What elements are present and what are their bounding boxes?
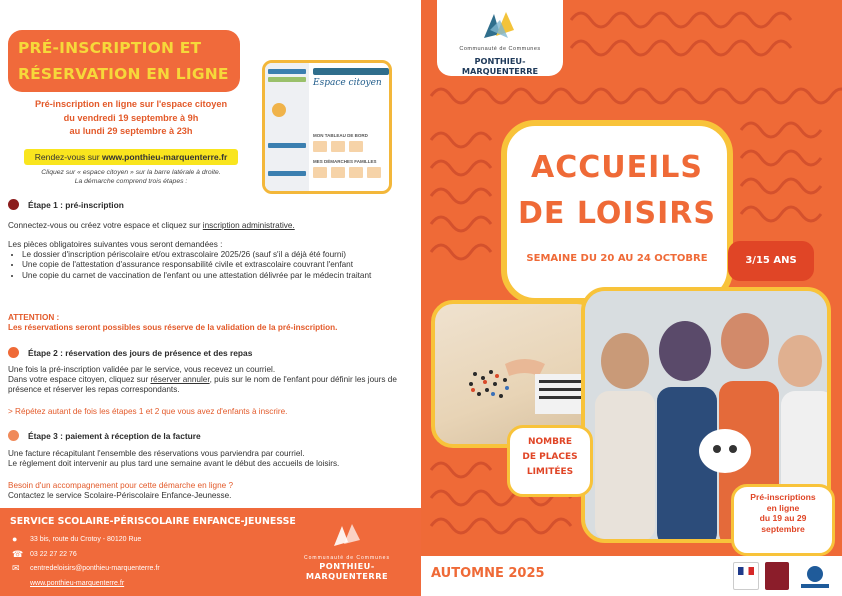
contact-address: 33 bis, route du Crotoy - 80120 Rue xyxy=(30,536,142,543)
cc-logo-box xyxy=(437,0,563,76)
caf-emblem-icon xyxy=(795,562,835,590)
cc-logo-big: PONTHIEU-MARQUENTERRE xyxy=(305,561,389,581)
rendez-vous-banner xyxy=(24,149,238,165)
mock-header: Espace citoyen xyxy=(313,78,382,88)
step1-line1 xyxy=(8,221,406,231)
title-line2: RÉSERVATION EN LIGNE xyxy=(18,65,229,83)
cc-logo-small: Communauté de Communes xyxy=(459,46,541,52)
preinfo-line2: du vendredi 19 septembre à 9h xyxy=(63,112,199,123)
list-item: • Une copie du carnet de vaccination de l'enfant ou une attestation délivrée par le médecin traitant xyxy=(22,271,406,281)
rdv-prefix: Rendez-vous sur xyxy=(34,152,100,162)
step2-bullet-icon xyxy=(8,347,19,358)
attention-title: ATTENTION : xyxy=(8,313,60,322)
click-instructions xyxy=(0,168,262,186)
attention-block xyxy=(8,313,406,333)
step3-title: Étape 3 : paiement à réception de la facture xyxy=(28,431,201,441)
places-line1: NOMBRE xyxy=(527,437,573,447)
republique-francaise-logo-icon xyxy=(733,562,759,590)
list-item: • Une copie de l'attestation d'assurance responsabilité civile et extrascolaire couvrant l'enfant xyxy=(22,260,406,270)
mock-logo xyxy=(313,68,389,75)
title-card xyxy=(501,120,733,304)
title-line1: PRÉ-INSCRIPTION ET xyxy=(18,39,202,57)
preinfo-line3: au lundi 29 septembre à 23h xyxy=(69,126,193,136)
avatar-icon xyxy=(272,103,286,117)
cc-logo-small: Communauté de Communes xyxy=(304,555,390,561)
places-line3: LIMITÉES xyxy=(526,467,574,477)
attention-text: Les réservations seront possibles sous réserve de la validation de la pré-inscription. xyxy=(8,323,338,333)
pre-line1: Pré-inscriptions xyxy=(750,492,816,502)
step1-line1-text: Connectez-vous ou créez votre espace et cliquez sur xyxy=(8,221,201,230)
cc-logo-big: PONTHIEU-MARQUENTERRE xyxy=(461,56,539,76)
step1-title: Étape 1 : pré-inscription xyxy=(28,200,124,210)
mock-sidebar-bar xyxy=(268,171,306,176)
cover-title-line2: DE LOISIRS xyxy=(517,196,717,231)
help-block xyxy=(8,481,406,501)
cover-bottom-bar xyxy=(421,556,842,596)
mock-tile xyxy=(367,167,381,178)
cc-emblem-icon xyxy=(480,8,520,42)
cover-page xyxy=(421,0,842,596)
inscription-administrative-link[interactable]: inscription administrative. xyxy=(202,221,295,230)
limited-places-badge xyxy=(507,425,593,497)
step3-line2: Le règlement doit intervenir au plus tard une semaine avant le début des accueils de loisirs. xyxy=(8,459,340,469)
list-item: • Le dossier d'inscription périscolaire et/ou extrascolaire 2025/26 (sauf s'il a déjà été fourni) xyxy=(22,250,406,260)
step2-text xyxy=(8,365,406,396)
step3-line1: Une facture récapitulant l'ensemble des réservations vous parviendra par courriel. xyxy=(8,449,305,458)
click-line1: Cliquez sur « espace citoyen » sur la barre latérale à droite. xyxy=(41,169,221,176)
step2-title: Étape 2 : réservation des jours de présence et des repas xyxy=(28,348,253,358)
mock-sidebar xyxy=(265,63,309,194)
espace-citoyen-screenshot xyxy=(262,60,392,194)
preinscription-badge xyxy=(731,484,835,556)
step2-line1: Une fois la pré-inscription validée par le service, vous recevez un courriel. xyxy=(8,365,276,374)
pre-line3: du 19 au 29 xyxy=(759,513,807,523)
mock-tile xyxy=(331,141,345,152)
contact-footer xyxy=(0,508,421,596)
contact-title: SERVICE SCOLAIRE-PÉRISCOLAIRE ENFANCE-JEUNESSE xyxy=(10,516,296,527)
season-label: AUTOMNE 2025 xyxy=(431,566,545,581)
mock-sidebar-bar xyxy=(268,77,306,82)
pre-line4: septembre xyxy=(761,523,805,534)
week-dates: SEMAINE DU 20 AU 24 OCTOBRE xyxy=(526,253,708,264)
step2-line2 xyxy=(8,375,406,395)
contact-phone[interactable]: 03 22 27 22 76 xyxy=(30,551,77,558)
caf-logo-icon xyxy=(795,562,835,590)
preinfo-line1: Pré-inscription en ligne sur l'espace citoyen xyxy=(34,99,228,109)
step3-text xyxy=(8,449,406,469)
step1-bullet-icon xyxy=(8,199,19,210)
step2-line2-suffix: , puis sur le nom de l'enfant pour définir les jours de présence et réserver les repas correspondants. xyxy=(8,375,397,395)
title-bubble xyxy=(8,30,240,92)
mock-label-demarches: MES DÉMARCHES FAMILLES xyxy=(313,159,377,164)
click-line2: La démarche comprend trois étapes : xyxy=(74,178,188,185)
cc-logo xyxy=(282,520,412,581)
step1-docs xyxy=(8,240,406,281)
step3-bullet-icon xyxy=(8,430,19,441)
mock-tile xyxy=(313,141,327,152)
step2-line2-text: Dans votre espace citoyen, cliquez sur xyxy=(8,375,149,385)
places-line2: DE PLACES xyxy=(522,452,578,462)
mock-tile xyxy=(313,167,327,178)
docs-intro: Les pièces obligatoires suivantes vous seront demandées : xyxy=(8,240,223,249)
location-icon: ● xyxy=(12,534,18,544)
mock-sidebar-bar xyxy=(268,69,306,74)
phone-icon: ☎ xyxy=(12,549,24,559)
mock-tile xyxy=(349,141,363,152)
reserver-annuler-link[interactable]: réserver annuler xyxy=(150,375,210,385)
mock-sidebar-bar xyxy=(268,143,306,148)
age-badge: 3/15 ANS xyxy=(728,241,814,281)
contact-website-link[interactable]: www.ponthieu-marquenterre.fr xyxy=(30,580,125,587)
rdv-url-link[interactable]: www.ponthieu-marquenterre.fr xyxy=(102,152,228,162)
repeat-note: > Répétez autant de fois les étapes 1 et 2 que vous avez d'enfants à inscrire. xyxy=(8,407,288,416)
docs-list xyxy=(8,250,406,281)
mock-tile xyxy=(349,167,363,178)
mock-label-dashboard: MON TABLEAU DE BORD xyxy=(313,133,368,138)
cover-title-line1: ACCUEILS xyxy=(531,150,703,185)
cc-emblem-icon xyxy=(330,520,364,550)
partner-logo-icon xyxy=(765,562,789,590)
help-question: Besoin d'un accompagnement pour cette démarche en ligne ? xyxy=(8,481,234,490)
help-answer: Contactez le service Scolaire-Périscolaire Enfance-Jeunesse. xyxy=(8,491,232,501)
pre-line2: en ligne xyxy=(766,502,800,513)
contact-email[interactable]: centredeloisirs@ponthieu-marquenterre.fr xyxy=(30,565,160,572)
preinscription-dates xyxy=(0,98,262,139)
email-icon: ✉ xyxy=(12,563,20,573)
mock-tile xyxy=(331,167,345,178)
